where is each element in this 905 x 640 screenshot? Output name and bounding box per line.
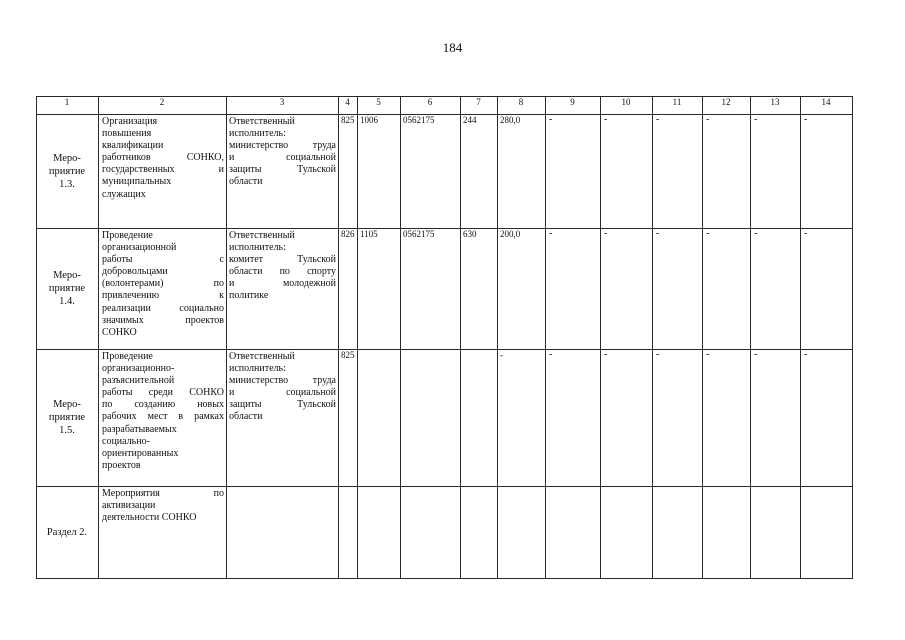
expense-type-code: 630 bbox=[463, 229, 477, 239]
empty-cell-dash: - bbox=[604, 228, 608, 239]
empty-cell-dash: - bbox=[549, 349, 553, 360]
column-header: 12 bbox=[721, 97, 731, 107]
row-label-line: Меро- bbox=[53, 399, 81, 410]
amount-value: 280,0 bbox=[500, 115, 521, 125]
measure-description bbox=[102, 351, 224, 472]
grid-line-horizontal bbox=[36, 486, 853, 487]
empty-cell-dash: - bbox=[656, 349, 660, 360]
column-header: 3 bbox=[279, 97, 285, 107]
empty-cell-dash: - bbox=[656, 114, 660, 125]
section-code: 1105 bbox=[360, 229, 378, 239]
measure-description bbox=[102, 116, 224, 201]
grid-line-vertical bbox=[357, 96, 358, 579]
responsible-executor bbox=[229, 116, 336, 189]
measure-description-line: государственных и bbox=[102, 164, 224, 176]
column-header: 10 bbox=[621, 97, 631, 107]
measure-description bbox=[102, 488, 224, 524]
measure-description-line: организационно- bbox=[102, 363, 175, 375]
empty-cell-dash: - bbox=[754, 228, 758, 239]
measure-description-line: (волонтерами) по bbox=[102, 278, 224, 290]
responsible-executor-line: министерство труда bbox=[229, 375, 336, 387]
row-label bbox=[38, 269, 96, 308]
empty-cell-dash: - bbox=[604, 349, 608, 360]
empty-cell-dash: - bbox=[706, 349, 710, 360]
responsible-executor-line: исполнитель: bbox=[229, 128, 286, 140]
column-header: 11 bbox=[672, 97, 682, 107]
column-header: 8 bbox=[518, 97, 524, 107]
column-header: 7 bbox=[476, 97, 481, 107]
measure-description-line: повышения bbox=[102, 128, 152, 140]
responsible-executor-line: и социальной bbox=[229, 152, 336, 164]
measure-description-line: реализации социально bbox=[102, 302, 224, 314]
grid-line-vertical bbox=[226, 96, 227, 579]
measure-description-line: проектов bbox=[102, 459, 141, 471]
measure-description-line: рабочих мест в рамках bbox=[102, 411, 224, 423]
empty-cell-dash: - bbox=[754, 114, 758, 125]
responsible-executor-line: области bbox=[229, 176, 263, 188]
responsible-executor-line: комитет Тульской bbox=[229, 254, 336, 266]
empty-cell-dash: - bbox=[549, 114, 553, 125]
row-label-line: Раздел 2. bbox=[46, 526, 88, 538]
measure-description-line: Проведение bbox=[102, 230, 153, 241]
column-header: 4 bbox=[345, 97, 350, 107]
measure-description-line: Проведение bbox=[102, 351, 153, 362]
column-header: 6 bbox=[427, 97, 433, 107]
measure-description-line: деятельности СОНКО bbox=[102, 512, 197, 524]
measure-description-line: по созданию новых bbox=[102, 399, 224, 411]
responsible-executor-line: области bbox=[229, 411, 263, 423]
amount-value: 200,0 bbox=[500, 229, 521, 239]
empty-cell-dash: - bbox=[706, 114, 710, 125]
grid-line-vertical bbox=[497, 96, 498, 579]
measure-description-line: работы с bbox=[102, 254, 224, 266]
row-label-line: 1.4. bbox=[59, 296, 75, 307]
measure-description-line: социально- bbox=[102, 435, 150, 447]
column-header: 2 bbox=[159, 97, 165, 107]
column-header: 1 bbox=[64, 97, 70, 107]
row-label-line: приятие bbox=[48, 283, 86, 294]
responsible-executor bbox=[229, 351, 336, 424]
grid-line-vertical bbox=[400, 96, 401, 579]
empty-cell-dash: - bbox=[604, 114, 608, 125]
column-header: 14 bbox=[821, 97, 831, 107]
target-article-code: 0562175 bbox=[403, 115, 435, 125]
responsible-executor-line: и молодежной bbox=[229, 278, 336, 290]
row-label-line: 1.5. bbox=[59, 425, 75, 436]
measure-description-line: организационной bbox=[102, 242, 177, 254]
measure-description-line: Организация bbox=[102, 116, 158, 127]
row-label-line: приятие bbox=[48, 165, 86, 177]
admin-code: 825 bbox=[341, 115, 355, 125]
empty-cell-dash: - bbox=[804, 349, 808, 360]
target-article-code: 0562175 bbox=[403, 229, 435, 239]
admin-code: 825 bbox=[341, 350, 355, 360]
row-label-line: Меро- bbox=[53, 270, 81, 281]
responsible-executor-line: защиты Тульской bbox=[229, 164, 336, 176]
measure-description-line: привлечению к bbox=[102, 290, 224, 302]
measure-description-line: ориентированных bbox=[102, 447, 179, 459]
measure-description-line: работников СОНКО, bbox=[102, 152, 224, 164]
section-code: 1006 bbox=[360, 115, 378, 125]
measure-description-line: муниципальных bbox=[102, 176, 172, 188]
row-label bbox=[38, 398, 96, 437]
responsible-executor-line: исполнитель: bbox=[229, 363, 286, 375]
row-label-line: 1.3. bbox=[59, 178, 75, 190]
responsible-executor-line: и социальной bbox=[229, 387, 336, 399]
row-label bbox=[38, 526, 96, 539]
empty-cell-dash: - bbox=[804, 228, 808, 239]
grid-line-horizontal bbox=[36, 349, 853, 350]
column-header: 5 bbox=[376, 97, 381, 107]
grid-line-vertical bbox=[36, 96, 37, 579]
measure-description-line: квалификации bbox=[102, 140, 164, 152]
empty-cell-dash: - bbox=[754, 349, 758, 360]
expense-type-code: 244 bbox=[463, 115, 477, 125]
grid-line-vertical bbox=[852, 96, 853, 579]
grid-line-horizontal bbox=[36, 114, 853, 115]
responsible-executor-line: Ответственный bbox=[229, 230, 295, 241]
measure-description-line: добровольцами bbox=[102, 266, 168, 278]
grid-line-vertical bbox=[545, 96, 546, 579]
grid-line-horizontal bbox=[36, 228, 853, 229]
grid-line-vertical bbox=[98, 96, 99, 579]
responsible-executor-line: министерство труда bbox=[229, 140, 336, 152]
grid-line-vertical bbox=[750, 96, 751, 579]
grid-line-vertical bbox=[652, 96, 653, 579]
grid-line-vertical bbox=[800, 96, 801, 579]
responsible-executor bbox=[229, 230, 336, 303]
row-label bbox=[38, 152, 96, 191]
responsible-executor-line: защиты Тульской bbox=[229, 399, 336, 411]
grid-line-vertical bbox=[600, 96, 601, 579]
column-header: 13 bbox=[770, 97, 780, 107]
row-label-line: приятие bbox=[48, 412, 86, 423]
empty-cell-dash: - bbox=[549, 228, 553, 239]
measure-description-line: активизации bbox=[102, 500, 156, 512]
measure-description-line: разъяснительной bbox=[102, 375, 175, 387]
responsible-executor-line: Ответственный bbox=[229, 351, 295, 362]
column-header: 9 bbox=[570, 97, 575, 107]
measure-description-line: работы среди СОНКО bbox=[102, 387, 224, 399]
grid-line-horizontal bbox=[36, 578, 853, 579]
measure-description-line: разрабатываемых bbox=[102, 423, 177, 435]
empty-cell-dash: - bbox=[804, 114, 808, 125]
measure-description-line: значимых проектов bbox=[102, 314, 224, 326]
measure-description-line: СОНКО bbox=[102, 326, 137, 338]
grid-line-vertical bbox=[338, 96, 339, 579]
amount-value: - bbox=[500, 350, 503, 360]
measure-description bbox=[102, 230, 224, 339]
empty-cell-dash: - bbox=[656, 228, 660, 239]
responsible-executor-line: области по спорту bbox=[229, 266, 336, 278]
measure-description-line: Мероприятия по bbox=[102, 488, 224, 499]
responsible-executor-line: Ответственный bbox=[229, 116, 295, 127]
grid-line-vertical bbox=[460, 96, 461, 579]
measure-description-line: служащих bbox=[102, 188, 146, 200]
admin-code: 826 bbox=[341, 229, 355, 239]
page-number: 184 bbox=[442, 40, 463, 55]
grid-line-vertical bbox=[702, 96, 703, 579]
empty-cell-dash: - bbox=[706, 228, 710, 239]
responsible-executor-line: политике bbox=[229, 290, 269, 302]
row-label-line: Меро- bbox=[53, 152, 81, 164]
responsible-executor-line: исполнитель: bbox=[229, 242, 286, 254]
